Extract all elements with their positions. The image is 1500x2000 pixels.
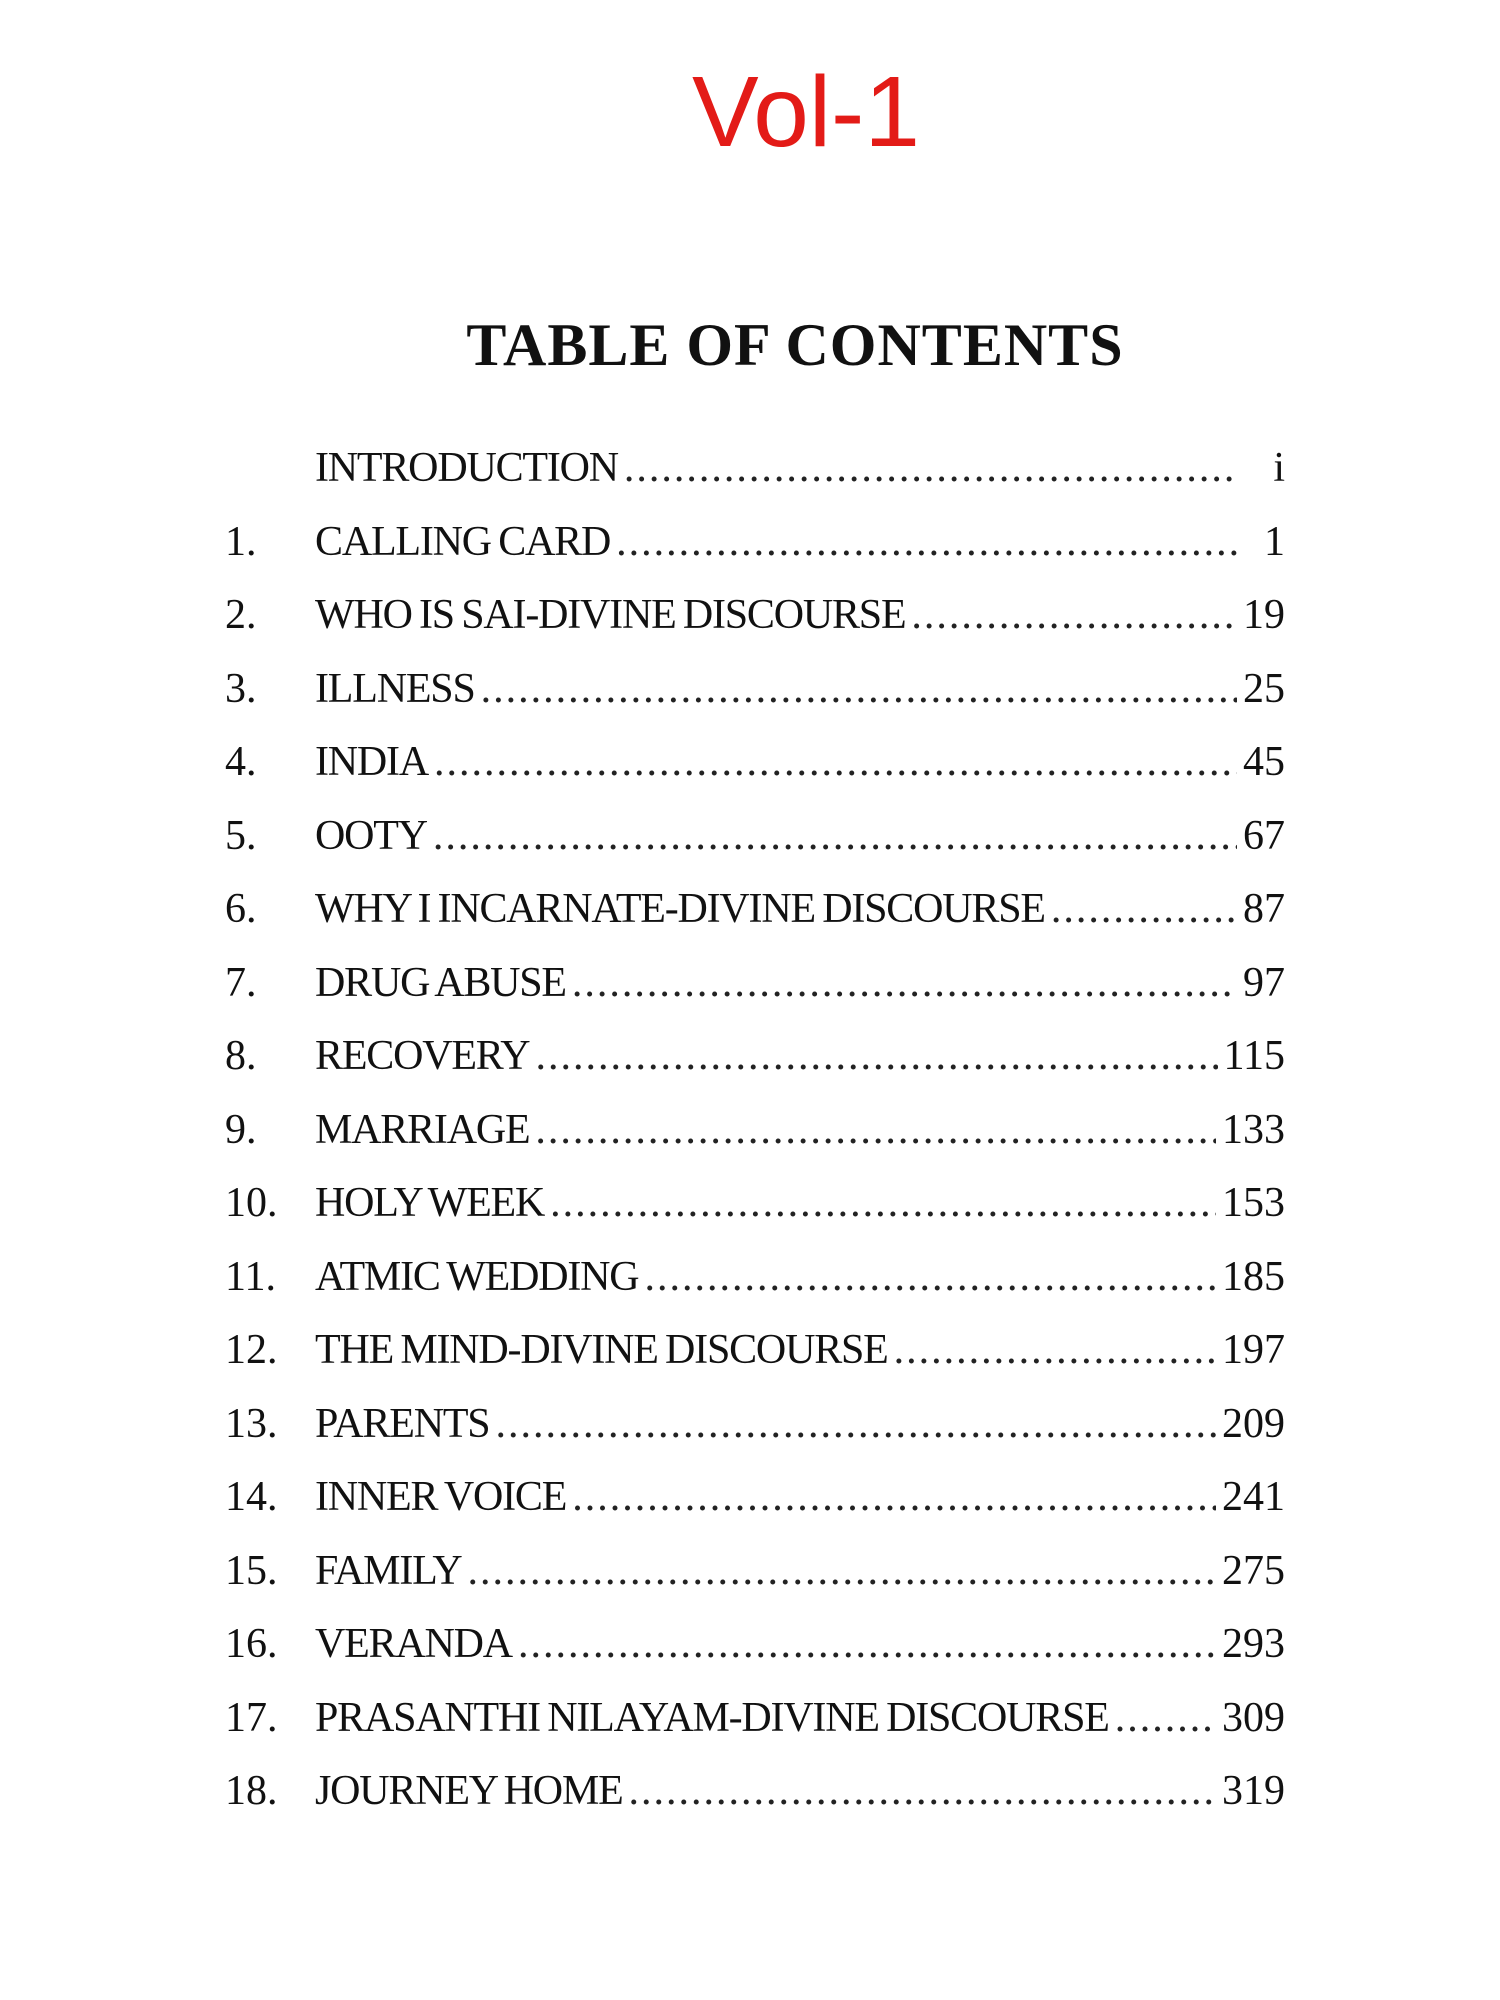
- toc-entry[interactable]: [225, 1608, 1285, 1682]
- entry-title: INNER VOICE: [315, 1474, 567, 1520]
- entry-page: i: [1273, 445, 1285, 491]
- toc-entry[interactable]: [225, 579, 1285, 653]
- dot-leader: [629, 1755, 1216, 1829]
- toc-entry[interactable]: [225, 653, 1285, 727]
- page-title: TABLE OF CONTENTS: [466, 312, 1124, 378]
- dot-leader: [911, 579, 1237, 653]
- entry-number: 18.: [225, 1768, 278, 1814]
- entry-page: 115: [1223, 1033, 1285, 1079]
- entry-number: 5.: [225, 812, 257, 859]
- dot-leader: [518, 1608, 1216, 1682]
- entry-page: 197: [1222, 1327, 1285, 1373]
- entry-title: JOURNEY HOME: [315, 1768, 623, 1814]
- entry-title: THE MIND-DIVINE DISCOURSE: [315, 1327, 888, 1373]
- entry-page: 67: [1243, 812, 1285, 859]
- entry-number: 11.: [225, 1253, 276, 1300]
- entry-number: 13.: [225, 1400, 278, 1447]
- dot-leader: [433, 800, 1237, 874]
- entry-page: 153: [1222, 1180, 1285, 1226]
- entry-page: 25: [1243, 665, 1285, 712]
- toc-entry[interactable]: [225, 1682, 1285, 1756]
- toc-entry[interactable]: [225, 1755, 1285, 1829]
- entry-number: 14.: [225, 1474, 278, 1520]
- entry-title: HOLY WEEK: [315, 1180, 545, 1226]
- entry-title: DRUG ABUSE: [315, 959, 566, 1006]
- entry-title: FAMILY: [315, 1547, 462, 1594]
- entry-title: PRASANTHI NILAYAM-DIVINE DISCOURSE: [315, 1694, 1109, 1741]
- toc-entry[interactable]: [225, 1388, 1285, 1462]
- toc-entry[interactable]: [225, 726, 1285, 800]
- dot-leader: [644, 1241, 1216, 1315]
- entry-page: 293: [1222, 1621, 1285, 1667]
- toc-entry[interactable]: [225, 506, 1285, 580]
- toc-entry[interactable]: [225, 1241, 1285, 1315]
- dot-leader: [572, 947, 1237, 1021]
- entry-title: ATMIC WEDDING: [315, 1253, 639, 1300]
- table-of-contents: [225, 432, 1285, 1829]
- entry-title: MARRIAGE: [315, 1106, 530, 1153]
- entry-title: PARENTS: [315, 1400, 490, 1447]
- toc-entry[interactable]: [225, 1167, 1285, 1241]
- toc-entry[interactable]: [225, 1535, 1285, 1609]
- entry-title: INTRODUCTION: [315, 445, 618, 491]
- dot-leader: [894, 1314, 1216, 1388]
- entry-number: 16.: [225, 1621, 278, 1667]
- dot-leader: [535, 1094, 1216, 1168]
- dot-leader: [434, 726, 1237, 800]
- entry-page: 19: [1243, 592, 1285, 638]
- toc-entry[interactable]: [225, 432, 1285, 506]
- entry-number: 1.: [225, 518, 257, 565]
- entry-title: OOTY: [315, 812, 427, 859]
- dot-leader: [495, 1388, 1216, 1462]
- toc-entry[interactable]: [225, 800, 1285, 874]
- dot-leader: [535, 1020, 1217, 1094]
- entry-title: VERANDA: [315, 1621, 512, 1667]
- entry-number: 4.: [225, 739, 257, 785]
- toc-entry[interactable]: [225, 1461, 1285, 1535]
- toc-entry[interactable]: [225, 873, 1285, 947]
- entry-page: 309: [1222, 1694, 1285, 1741]
- entry-number: 6.: [225, 886, 257, 932]
- dot-leader: [1051, 873, 1237, 947]
- entry-number: 2.: [225, 592, 257, 638]
- entry-page: 275: [1222, 1547, 1285, 1594]
- dot-leader: [1115, 1682, 1216, 1756]
- entry-page: 133: [1222, 1106, 1285, 1153]
- entry-number: 9.: [225, 1106, 257, 1153]
- entry-number: 15.: [225, 1547, 278, 1594]
- toc-entry[interactable]: [225, 1314, 1285, 1388]
- entry-title: CALLING CARD: [315, 518, 611, 565]
- entry-page: 45: [1243, 739, 1285, 785]
- dot-leader: [572, 1461, 1216, 1535]
- dot-leader: [468, 1535, 1217, 1609]
- entry-page: 241: [1222, 1474, 1285, 1520]
- volume-label: Vol-1: [692, 56, 920, 168]
- entry-number: 3.: [225, 665, 257, 712]
- entry-title: ILLNESS: [315, 665, 475, 712]
- entry-number: 17.: [225, 1694, 278, 1741]
- entry-title: WHY I INCARNATE-DIVINE DISCOURSE: [315, 886, 1045, 932]
- entry-number: 10.: [225, 1180, 278, 1226]
- entry-title: WHO IS SAI-DIVINE DISCOURSE: [315, 592, 906, 638]
- entry-number: 12.: [225, 1327, 278, 1373]
- toc-entry[interactable]: [225, 947, 1285, 1021]
- entry-page: 87: [1243, 886, 1285, 932]
- entry-page: 185: [1222, 1253, 1285, 1300]
- entry-number: 8.: [225, 1033, 257, 1079]
- entry-title: RECOVERY: [315, 1033, 530, 1079]
- entry-page: 1: [1264, 518, 1285, 565]
- dot-leader: [616, 506, 1239, 580]
- dot-leader: [481, 653, 1237, 727]
- entry-page: 209: [1222, 1400, 1285, 1447]
- toc-entry[interactable]: [225, 1020, 1285, 1094]
- toc-entry[interactable]: [225, 1094, 1285, 1168]
- entry-page: 97: [1243, 959, 1285, 1006]
- entry-number: 7.: [225, 959, 257, 1006]
- entry-page: 319: [1222, 1768, 1285, 1814]
- dot-leader: [550, 1167, 1216, 1241]
- entry-title: INDIA: [315, 739, 428, 785]
- dot-leader: [624, 432, 1239, 506]
